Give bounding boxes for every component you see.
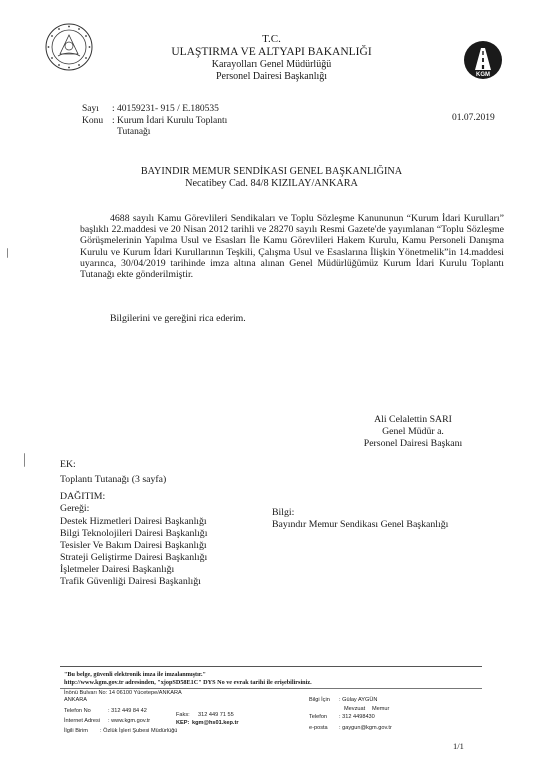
footer-info-name: : Gülay AYGÜN [339,697,378,703]
footer-esign-notice: "Bu belge, güvenli elektronik imza ile imzalanmıştır." [64,671,206,678]
header-department: Personel Dairesi Başkanlığı [215,71,328,82]
body-paragraph-2: Bilgilerini ve gereğini rica ederim. [110,313,246,324]
footer-info-email-value[interactable]: : gaygun@kgm.gov.tr [339,725,392,731]
footer-kep-value[interactable]: kgm@hs01.kep.tr [192,720,239,726]
distribution-label: DAĞITIM: [60,491,106,502]
footer-fax-value: 312 449 71 55 [198,712,234,718]
footer-info-phone-label: Telefon [309,714,328,720]
distribution-gereği-item: Tesisler Ve Bakım Dairesi Başkanlığı [60,540,207,551]
signatory-title-2: Personel Dairesi Başkanı [363,438,463,449]
attachments-label: EK: [60,459,76,470]
konu-label: Konu [82,116,104,126]
footer-web-label: İnternet Adresi [64,718,101,724]
footer-fax-label: Faks: [176,712,190,718]
header-country: T.C. [262,33,281,45]
document-date: 01.07.2019 [452,113,495,123]
distribution-gereği-item: Bilgi Teknolojileri Dairesi Başkanlığı [60,528,208,539]
distribution-bilgi-item: Bayındır Memur Sendikası Genel Başkanlığı [272,519,449,530]
svg-text:KGM: KGM [476,72,490,78]
header-directorate: Karayolları Genel Müdürlüğü [211,59,332,70]
footer-info-label: Bilgi İçin [309,697,330,703]
recipient-address: Necatibey Cad. 84/8 KIZILAY/ANKARA [185,178,358,189]
footer-verify-link[interactable]: http://www.kgm.gov.tr adresinden, "xjopSD58E1C" DYS No ve evrak tarihi ile erişebilirsiniz. [64,679,312,686]
distribution-bilgi-label: Bilgi: [272,507,295,518]
footer-city: ANKARA [64,697,88,703]
sayi-value: : 40159231- 915 / E.180535 [112,104,219,114]
distribution-gereği-item: İşletmeler Dairesi Başkanlığı [60,564,175,575]
footer-info-title: Memur [372,706,390,712]
distribution-gereği-item: Trafik Güvenliği Dairesi Başkanlığı [60,576,201,587]
footer-web-link[interactable]: : www.kgm.gov.tr [108,718,151,724]
footer-info-phone-value: : 312 4498430 [339,714,375,720]
sayi-label: Sayı [82,104,99,114]
footer-unit-value: : Özlük İşleri Şubesi Müdürlüğü [100,728,178,734]
footer-info-title-prefix: Mevzuat [344,706,366,712]
konu-value-2: Tutanağı [117,127,151,137]
margin-mark [7,248,8,258]
footer-mid-rule [60,688,482,689]
page-number: 1/1 [453,741,464,751]
margin-mark [24,453,25,467]
distribution-gereği-item: Strateji Geliştirme Dairesi Başkanlığı [60,552,208,563]
distribution-gereği-label: Gereği: [60,503,90,514]
footer-address: İnönü Bulvarı No: 14 06100 Yücetepe/ANKARA [64,690,182,696]
signatory-title-1: Genel Müdür a. [382,426,444,437]
konu-value: : Kurum İdari Kurulu Toplantı [112,116,228,126]
footer-unit-label: İlgili Birim [64,728,88,734]
recipient-name: BAYINDIR MEMUR SENDİKASI GENEL BAŞKANLIĞINA [140,166,403,177]
body-paragraph-1: 4688 sayılı Kamu Görevlileri Sendikaları ve Toplu Sözleşme Kanununun “Kurum İdari Kurulları” başlıklı 22.maddesi ve 20 Nisan 2012 tarihli ve 28270 sayılı Resmi Gazete'de yayımlanan “Toplu Sözleşme Görüşmelerinin Yapılma Usul ve Esasları İle Kamu Görevlileri Hakem Kurulu, Kamu Personeli Danışma Kurulu ve Kurum İdari Kurullarının Teşkili, Çalışma Usul ve Esaslarına İlişkin Yönetmelik”in 14.maddesi uyarınca, 30/04/2019 tarihinde imza altına alınan Genel Müdürlüğümüz Kurum İdari Kurulu Toplantı Tutanağı ekte gönderilmiştir. [80,213,504,281]
footer-phone-value: : 312 449 84 42 [108,708,147,714]
footer-info-email-label: e-posta [309,725,328,731]
signatory-name: Ali Celalettin SARI [374,414,452,425]
attachment-item: Toplantı Tutanağı (3 sayfa) [60,474,167,485]
distribution-gereği-item: Destek Hizmetleri Dairesi Başkanlığı [60,516,207,527]
footer-phone-label: Telefon No [64,708,91,714]
header-ministry: ULAŞTIRMA VE ALTYAPI BAKANLIĞI [171,46,372,58]
footer-kep-label: KEP: [176,720,190,726]
footer-top-rule [60,666,482,667]
